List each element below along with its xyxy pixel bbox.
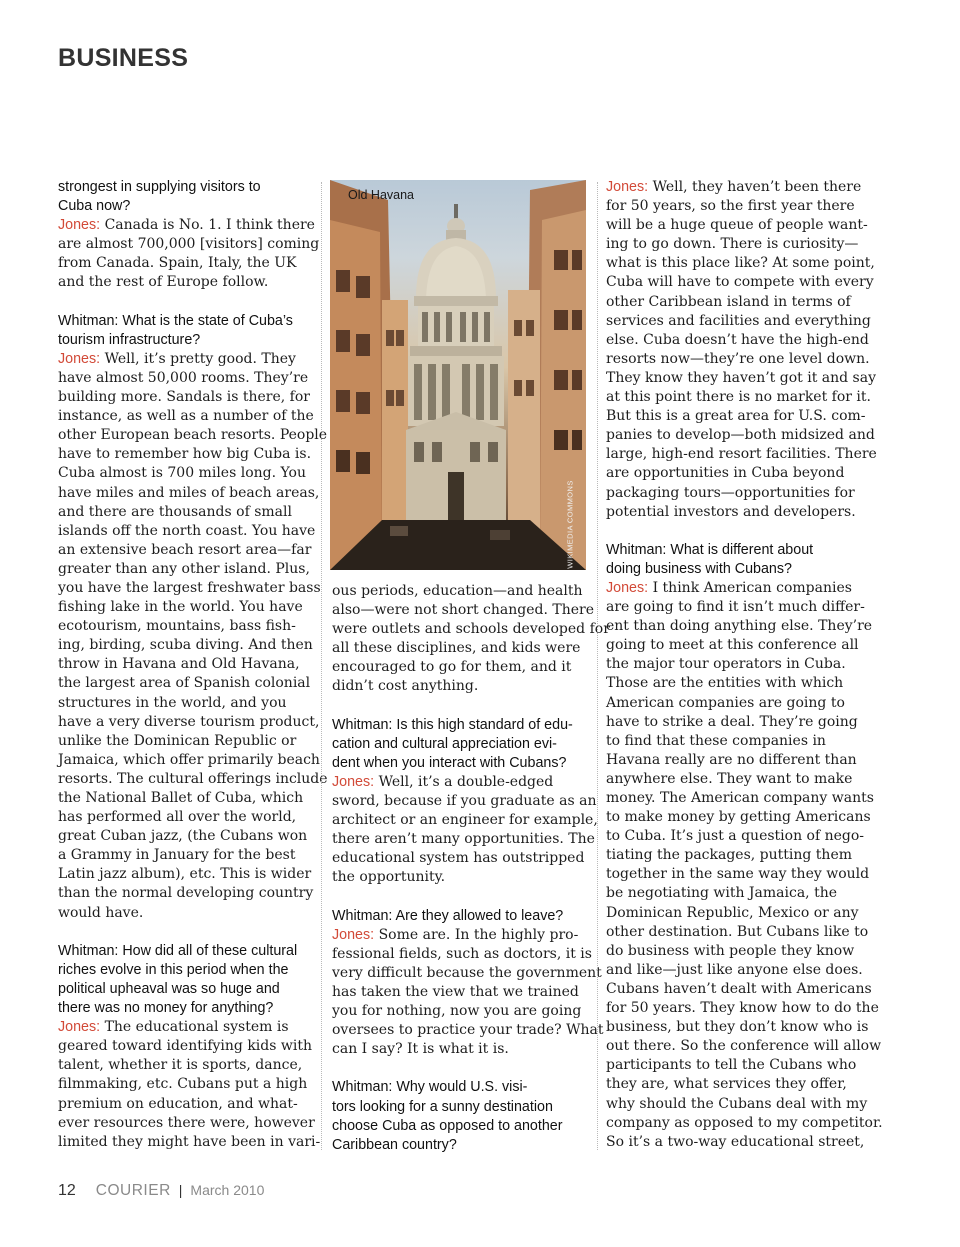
- text-line: [58, 388, 308, 407]
- line-text: are going to find it isn’t much differ-: [606, 599, 865, 616]
- line-text: the opportunity.: [332, 869, 446, 886]
- line-text: ever resources there were, however: [58, 1114, 315, 1131]
- question-line: [332, 716, 588, 735]
- text-line: [332, 601, 595, 620]
- line-text: very difficult because the government: [332, 964, 602, 981]
- text-line: [606, 426, 875, 445]
- text-line: [58, 484, 320, 503]
- line-text: Cuba will have to compete with every: [606, 274, 874, 291]
- question-line: [58, 312, 308, 331]
- line-text: ecotourism, mountains, bass fish-: [58, 618, 296, 635]
- line-text: can I say? It is what it is.: [332, 1041, 509, 1058]
- line-text: ent than doing anything else. They’re: [606, 618, 873, 635]
- line-text: Latin jazz album), etc. This is wider: [58, 866, 312, 883]
- magazine-name: COURIER: [95, 1182, 171, 1199]
- text-line: [58, 350, 308, 369]
- text-line: [606, 445, 877, 464]
- page-number: 12: [58, 1182, 76, 1199]
- text-line: [58, 732, 308, 751]
- text-line: [58, 1095, 308, 1114]
- line-text: Cuba almost is 700 miles long. You: [58, 465, 306, 482]
- text-line: [606, 197, 864, 216]
- line-text: Whitman: How did all of these cultural: [58, 942, 298, 959]
- line-text: ing, birding, scuba diving. And then: [58, 637, 313, 654]
- line-text: ing to go down. There is curiosity—: [606, 236, 859, 253]
- text-line: [606, 865, 870, 884]
- question-line: [606, 541, 864, 560]
- line-text: architect or an engineer for example,: [332, 812, 598, 829]
- question-line: [332, 907, 588, 926]
- text-line: [606, 904, 864, 923]
- text-line: [606, 503, 864, 522]
- section-title: BUSINESS: [58, 44, 189, 72]
- line-text: Canada is No. 1. I think there: [100, 217, 315, 234]
- question-line: [58, 331, 308, 350]
- line-text: Those are the entities with which: [606, 675, 844, 692]
- text-line: [58, 579, 321, 598]
- line-text: islands off the north coast. You have: [58, 522, 316, 539]
- line-text: political upheaval was so huge and: [58, 980, 280, 997]
- text-line: [606, 961, 864, 980]
- line-text: fessional fields, such as doctors, it is: [332, 945, 592, 962]
- text-line: [606, 407, 864, 426]
- text-line: [58, 407, 314, 426]
- line-text: you have the largest freshwater bass: [58, 579, 321, 596]
- paragraph-gap: [606, 522, 864, 541]
- line-text: encouraged to go for them, and it: [332, 659, 572, 676]
- speaker-label: Jones:: [58, 350, 101, 367]
- text-line: [606, 770, 864, 789]
- text-line: [58, 1114, 315, 1133]
- text-line: [58, 254, 308, 273]
- line-text: talent, whether it is sports, dance,: [58, 1057, 303, 1074]
- text-line: [58, 445, 312, 464]
- text-line: [606, 942, 864, 961]
- paragraph-gap: [332, 1059, 588, 1078]
- line-text: than the normal developing country: [58, 885, 314, 902]
- text-line: [332, 1021, 604, 1040]
- line-text: riches evolve in this period when the: [58, 961, 289, 978]
- line-text: participants to tell the Cubans who: [606, 1057, 857, 1074]
- line-text: premium on education, and what-: [58, 1095, 298, 1112]
- text-line: [332, 792, 597, 811]
- text-line: [58, 674, 311, 693]
- text-line: [606, 846, 864, 865]
- line-text: the National Ballet of Cuba, which: [58, 790, 304, 806]
- line-text: the major tour operators in Cuba.: [606, 656, 846, 673]
- text-line: [332, 1040, 588, 1059]
- text-line: [606, 331, 869, 350]
- line-text: Whitman: Is this high standard of edu-: [332, 716, 573, 733]
- line-text: resorts. The cultural offerings include: [58, 770, 328, 787]
- text-line: [58, 216, 315, 235]
- line-text: be negotiating with Jamaica, the: [606, 885, 837, 902]
- line-text: Caribbean country?: [332, 1136, 457, 1153]
- text-line: [332, 868, 588, 887]
- text-line: [332, 582, 588, 601]
- text-line: [58, 598, 308, 617]
- text-line: [58, 560, 308, 579]
- line-text: fishing lake in the world. You have: [58, 599, 303, 616]
- line-text: limited they might have been in vari-: [58, 1133, 321, 1150]
- text-line: [606, 1075, 864, 1094]
- question-line: [332, 754, 588, 773]
- line-text: there aren’t many opportunities. The: [332, 831, 595, 848]
- text-line: [58, 1056, 308, 1075]
- text-line: [58, 617, 308, 636]
- line-text: there was no money for anything?: [58, 1000, 274, 1017]
- line-text: and like—just like anyone else does.: [606, 961, 863, 978]
- speaker-label: Jones:: [58, 1019, 101, 1036]
- text-line: [606, 808, 871, 827]
- line-text: Well, they haven’t been there: [648, 179, 862, 195]
- text-line: [332, 1002, 588, 1021]
- text-line: [58, 694, 308, 713]
- text-line: [332, 677, 588, 696]
- line-text: to make money by getting Americans: [606, 809, 871, 826]
- text-line: [606, 216, 868, 235]
- line-text: do business with people they know: [606, 942, 855, 959]
- line-text: services and facilities and everything: [606, 312, 871, 329]
- text-line: [606, 713, 864, 732]
- line-text: else. Cuba doesn’t have the high-end: [606, 331, 869, 348]
- photo-credit: WIKIMEDIA COMMONS: [565, 480, 575, 569]
- line-text: has performed all over the world,: [58, 809, 297, 826]
- line-text: oversees to practice your trade? What: [332, 1022, 604, 1039]
- text-line: [332, 926, 588, 945]
- text-line: [58, 636, 313, 655]
- text-line: [58, 789, 308, 808]
- text-line: [606, 694, 864, 713]
- line-text: American companies are going to: [606, 694, 845, 711]
- line-text: But this is a great area for U.S. com-: [606, 408, 866, 425]
- text-line: [606, 999, 879, 1018]
- line-text: they are, what services they offer,: [606, 1076, 847, 1093]
- line-text: for 50 years. They know how to do the: [606, 1000, 879, 1017]
- text-line: [332, 849, 588, 868]
- line-text: Whitman: What is different about: [606, 541, 814, 558]
- line-text: Whitman: Are they allowed to leave?: [332, 907, 564, 924]
- line-text: unlike the Dominican Republic or: [58, 732, 297, 749]
- text-line: [332, 945, 592, 964]
- line-text: have a very diverse tourism product,: [58, 713, 320, 730]
- line-text: geared toward identifying kids with: [58, 1038, 312, 1055]
- article-column-2: [332, 582, 610, 1155]
- line-text: The educational system is: [100, 1019, 289, 1036]
- line-text: from Canada. Spain, Italy, the UK: [58, 255, 297, 272]
- line-text: Well, it’s a double-edged: [374, 773, 554, 790]
- line-text: would have.: [58, 904, 144, 921]
- line-text: greater than any other island. Plus,: [58, 560, 310, 577]
- line-text: packaging tours—opportunities for: [606, 484, 855, 501]
- text-line: [332, 639, 588, 658]
- line-text: Some are. In the highly pro-: [374, 926, 579, 943]
- speaker-label: Jones:: [606, 579, 649, 596]
- text-line: [606, 235, 864, 254]
- line-text: didn’t cost anything.: [332, 678, 479, 695]
- text-line: [606, 751, 864, 770]
- line-text: Havana really are no different than: [606, 751, 857, 768]
- line-text: potential investors and developers.: [606, 503, 856, 520]
- line-text: will be a huge queue of people want-: [606, 217, 868, 234]
- line-text: together in the same way they would: [606, 866, 870, 883]
- question-line: [332, 735, 588, 754]
- line-text: Dominican Republic, Mexico or any: [606, 904, 859, 921]
- line-text: money. The American company wants: [606, 790, 874, 806]
- line-text: building more. Sandals is there, for: [58, 389, 310, 406]
- text-line: [58, 808, 308, 827]
- line-text: doing business with Cubans?: [606, 560, 792, 577]
- line-text: Jamaica, which offer primarily beach: [58, 751, 320, 768]
- text-line: [58, 884, 314, 903]
- paragraph-gap: [58, 923, 308, 942]
- photo-old-havana: [330, 180, 586, 570]
- line-text: tors looking for a sunny destination: [332, 1098, 553, 1115]
- text-line: [58, 751, 320, 770]
- question-line: [332, 1078, 588, 1097]
- text-line: [606, 789, 874, 808]
- article-column-3: [606, 178, 883, 1152]
- line-text: you for nothing, now you are going: [332, 1003, 582, 1020]
- line-text: Whitman: What is the state of Cuba’s: [58, 312, 293, 329]
- line-text: resorts now—they’re one level down.: [606, 350, 870, 367]
- question-line: [58, 961, 308, 980]
- line-text: educational system has outstripped: [332, 850, 585, 867]
- line-text: an extensive beach resort area—far: [58, 541, 312, 558]
- text-line: [58, 865, 312, 884]
- line-text: ous periods, education—and health: [332, 583, 583, 599]
- line-text: and there are thousands of small: [58, 503, 292, 520]
- line-text: and the rest of Europe follow.: [58, 274, 269, 291]
- line-text: I think American companies: [648, 579, 852, 596]
- text-line: [58, 904, 308, 923]
- line-text: a Grammy in January for the best: [58, 847, 296, 864]
- page-footer: [58, 1182, 264, 1200]
- line-text: are almost 700,000 [visitors] coming: [58, 236, 320, 253]
- line-text: have almost 50,000 rooms. They’re: [58, 369, 309, 386]
- text-line: [58, 541, 312, 560]
- text-line: [58, 827, 308, 846]
- paragraph-gap: [332, 888, 588, 907]
- speaker-label: Jones:: [332, 773, 375, 790]
- line-text: have to strike a deal. They’re going: [606, 713, 858, 730]
- text-line: [606, 1133, 864, 1152]
- capitol-illustration: [330, 180, 586, 570]
- line-text: anywhere else. They want to make: [606, 770, 853, 787]
- text-line: [58, 369, 308, 388]
- line-text: company as opposed to my competitor.: [606, 1114, 883, 1131]
- text-line: [58, 1037, 312, 1056]
- text-line: [606, 827, 864, 846]
- line-text: all these disciplines, and kids were: [332, 640, 581, 657]
- text-line: [332, 773, 588, 792]
- text-line: [606, 254, 875, 273]
- question-line: [58, 942, 308, 961]
- text-line: [606, 273, 874, 292]
- paragraph-gap: [58, 293, 308, 312]
- text-line: [606, 1056, 864, 1075]
- speaker-label: Jones:: [58, 217, 101, 234]
- text-line: [606, 655, 864, 674]
- text-line: [606, 178, 864, 197]
- line-text: has taken the view that we trained: [332, 983, 579, 1000]
- text-line: [332, 811, 598, 830]
- text-line: [58, 273, 308, 292]
- text-line: [606, 388, 871, 407]
- text-line: [58, 655, 308, 674]
- text-line: [606, 579, 864, 598]
- text-line: [606, 350, 870, 369]
- text-line: [606, 1037, 882, 1056]
- text-line: [606, 636, 864, 655]
- text-line: [606, 293, 864, 312]
- column-divider: [597, 182, 598, 1150]
- text-line: [58, 464, 308, 483]
- text-line: [606, 674, 864, 693]
- text-line: [58, 522, 316, 541]
- text-line: [606, 923, 869, 942]
- line-text: panies to develop—both midsized and: [606, 427, 875, 444]
- text-line: [606, 1095, 868, 1114]
- text-line: [332, 620, 610, 639]
- line-text: other destination. But Cubans like to: [606, 923, 869, 940]
- text-line: [606, 312, 871, 331]
- question-line: [58, 980, 308, 999]
- question-line: [58, 178, 308, 197]
- line-text: Well, it’s pretty good. They: [100, 350, 296, 367]
- text-line: [58, 713, 320, 732]
- text-line: [606, 1114, 883, 1133]
- text-line: [606, 732, 864, 751]
- text-line: [58, 503, 308, 522]
- speaker-label: Jones:: [606, 179, 649, 195]
- line-text: at this point there is no market for it.: [606, 389, 871, 406]
- text-line: [606, 1018, 869, 1037]
- text-line: [58, 1075, 308, 1094]
- text-line: [606, 617, 873, 636]
- text-line: [332, 658, 588, 677]
- line-text: throw in Havana and Old Havana,: [58, 656, 300, 673]
- question-line: [332, 1117, 588, 1136]
- footer-separator: |: [178, 1182, 183, 1198]
- line-text: were outlets and schools developed for: [332, 621, 610, 638]
- line-text: large, high-end resort facilities. There: [606, 446, 877, 463]
- text-line: [606, 980, 872, 999]
- line-text: strongest in supplying visitors to: [58, 179, 261, 195]
- line-text: dent when you interact with Cubans?: [332, 754, 567, 771]
- line-text: have to remember how big Cuba is.: [58, 446, 312, 463]
- text-line: [606, 598, 864, 617]
- text-line: [606, 884, 864, 903]
- text-line: [58, 1133, 321, 1152]
- line-text: great Cuban jazz, (the Cubans won: [58, 828, 308, 845]
- text-line: [58, 426, 328, 445]
- line-text: tiating the packages, putting them: [606, 847, 853, 864]
- question-line: [58, 197, 308, 216]
- line-text: going to meet at this conference all: [606, 637, 859, 654]
- text-line: [332, 983, 588, 1002]
- photo-caption: Old Havana: [348, 188, 415, 202]
- paragraph-gap: [332, 697, 588, 716]
- line-text: choose Cuba as opposed to another: [332, 1117, 563, 1134]
- line-text: cation and cultural appreciation evi-: [332, 735, 557, 752]
- text-line: [332, 830, 595, 849]
- question-line: [332, 1136, 588, 1155]
- line-text: business, but they don’t know who is: [606, 1019, 869, 1036]
- line-text: are opportunities in Cuba beyond: [606, 465, 845, 482]
- column-divider: [321, 182, 322, 1150]
- line-text: So it’s a two-way educational street,: [606, 1133, 865, 1150]
- line-text: instance, as well as a number of the: [58, 408, 314, 425]
- line-text: other Caribbean island in terms of: [606, 293, 851, 310]
- line-text: tourism infrastructure?: [58, 331, 201, 348]
- line-text: why should the Cubans deal with my: [606, 1095, 868, 1112]
- text-line: [58, 846, 308, 865]
- line-text: to find that these companies in: [606, 732, 826, 749]
- text-line: [58, 1018, 308, 1037]
- line-text: other European beach resorts. People: [58, 427, 328, 444]
- question-line: [58, 999, 308, 1018]
- line-text: have miles and miles of beach areas,: [58, 484, 320, 501]
- line-text: out there. So the conference will allow: [606, 1038, 882, 1055]
- line-text: They know they haven’t got it and say: [606, 369, 876, 386]
- text-line: [58, 770, 328, 789]
- issue-date: March 2010: [190, 1182, 265, 1198]
- speaker-label: Jones:: [332, 926, 375, 943]
- article-column-1: [58, 178, 328, 1152]
- text-line: [606, 369, 876, 388]
- text-line: [606, 484, 864, 503]
- line-text: structures in the world, and you: [58, 694, 287, 711]
- line-text: what is this place like? At some point,: [606, 255, 875, 272]
- text-line: [58, 235, 320, 254]
- line-text: also—were not short changed. There: [332, 602, 595, 619]
- text-line: [332, 964, 602, 983]
- line-text: the largest area of Spanish colonial: [58, 675, 311, 692]
- line-text: Whitman: Why would U.S. visi-: [332, 1079, 528, 1096]
- question-line: [332, 1098, 588, 1117]
- line-text: Cuba now?: [58, 198, 131, 215]
- line-text: Cubans haven’t dealt with Americans: [606, 980, 872, 997]
- question-line: [606, 560, 864, 579]
- line-text: to Cuba. It’s just a question of nego-: [606, 828, 865, 845]
- line-text: sword, because if you graduate as an: [332, 793, 597, 810]
- line-text: for 50 years, so the first year there: [606, 198, 855, 215]
- text-line: [606, 464, 864, 483]
- line-text: filmmaking, etc. Cubans put a high: [58, 1076, 308, 1093]
